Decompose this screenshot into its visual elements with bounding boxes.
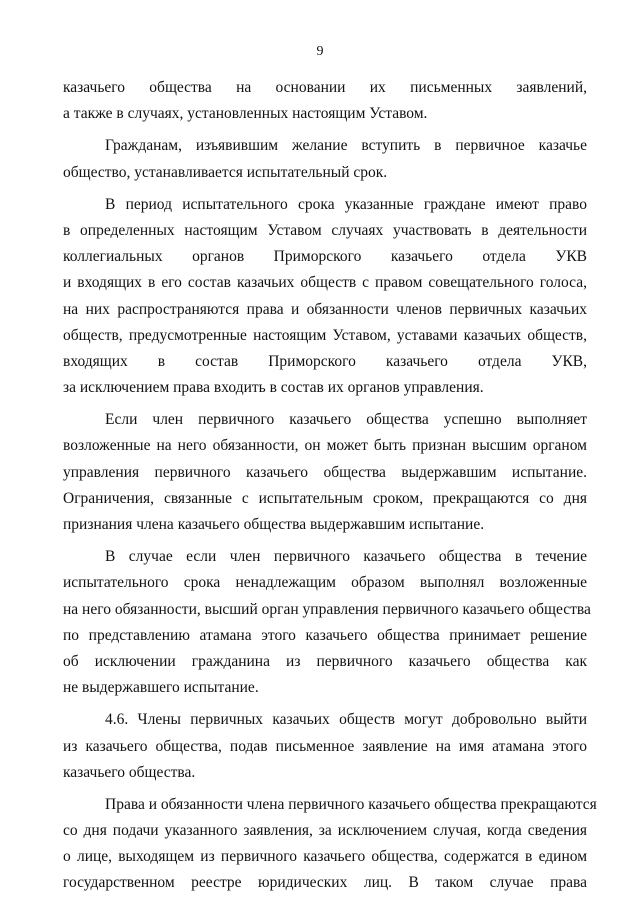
text-line: 4.6. Члены первичных казачьих обществ могут добровольно выйти xyxy=(105,711,587,729)
text-line: из казачьего общества, подав письменное заявление на имя атамана этого xyxy=(63,737,587,755)
text-line: и входящих в его состав казачьих обществ с правом совещательного голоса, xyxy=(63,274,587,292)
text-line: не выдержавшего испытание. xyxy=(63,679,259,697)
text-line: управления первичного казачьего общества выдержавшим испытание. xyxy=(63,463,587,481)
text-line: коллегиальных органов Приморского казачьего отдела УКВ xyxy=(63,248,587,266)
text-line: об исключении гражданина из первичного казачьего общества как xyxy=(63,652,587,670)
text-line: на него обязанности, высший орган управления первичного казачьего общества xyxy=(63,600,591,618)
text-line: признания члена казачьего общества выдержавшим испытание. xyxy=(63,516,485,533)
text-line: возложенные на него обязанности, он может быть признан высшим органом xyxy=(63,437,587,455)
text-line: казачьего общества на основании их письменных заявлений, xyxy=(63,79,587,96)
page-number: 9 xyxy=(316,44,324,59)
text-line: в определенных настоящим Уставом случаях участвовать в деятельности xyxy=(63,221,587,239)
text-line: обществ, предусмотренные настоящим Уставом, уставами казачьих обществ, xyxy=(63,326,587,344)
text-line: по представлению атамана этого казачьего общества принимает решение xyxy=(63,626,587,644)
text-line: Гражданам, изъявившим желание вступить в первичное казачье xyxy=(105,137,587,155)
text-line: входящих в состав Приморского казачьего отдела УКВ, xyxy=(63,352,587,370)
text-line: Ограничения, связанные с испытательным сроком, прекращаются со дня xyxy=(63,489,587,507)
text-line: испытательного срока ненадлежащим образом выполнял возложенные xyxy=(63,574,587,592)
document-body xyxy=(63,75,597,897)
text-line: а также в случаях, установленных настоящим Уставом. xyxy=(63,105,428,123)
text-line: В период испытательного срока указанные граждане имеют право xyxy=(105,195,587,213)
text-line: Если член первичного казачьего общества успешно выполняет xyxy=(105,411,587,429)
text-line: государственном реестре юридических лиц. В таком случае права xyxy=(63,874,587,892)
text-line: В случае если член первичного казачьего общества в течение xyxy=(105,548,587,566)
text-line: за исключением права входить в состав их органов управления. xyxy=(63,379,484,397)
text-line: общество, устанавливается испытательный срок. xyxy=(63,163,388,181)
text-line: со дня подачи указанного заявления, за исключением случая, когда сведения xyxy=(63,822,587,840)
text-line: Права и обязанности члена первичного казачьего общества прекращаются xyxy=(105,795,597,813)
text-line: казачьего общества. xyxy=(63,763,196,781)
text-line: на них распространяются права и обязанности членов первичных казачьих xyxy=(63,300,587,318)
text-line: о лице, выходящем из первичного казачьего общества, содержатся в едином xyxy=(63,848,587,866)
